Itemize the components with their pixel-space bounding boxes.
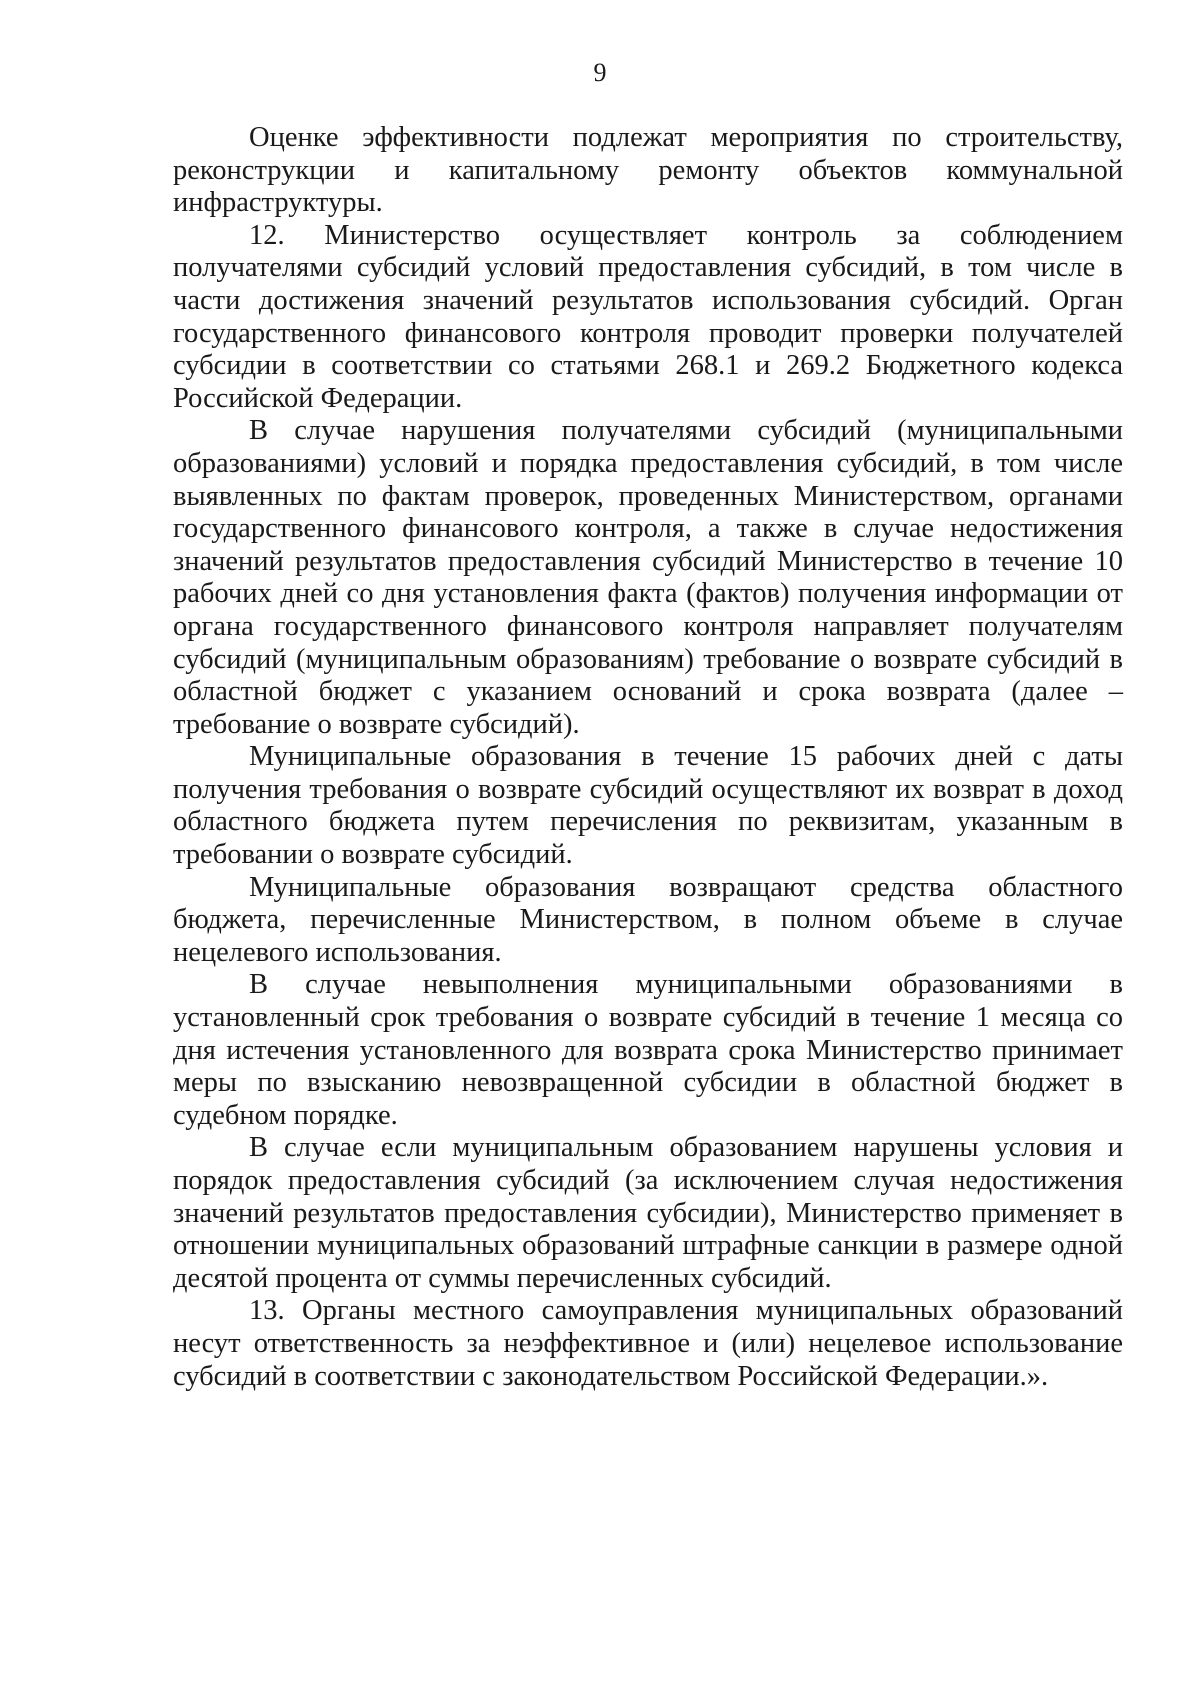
page-number: 9 (593, 58, 607, 87)
document-body (173, 122, 1123, 1393)
paragraph: В случае нарушения получателями субсидий (муниципальными образованиями) условий и порядка предоставления субсидий, в том числе выявленных по фактам проверок, проведенных Министерством, органами государственного финансового контроля, а также в случае недостижения значений результатов предоставления субсидий Министерство в течение 10 рабочих дней со дня установления факта (фактов) получения информации от органа государственного финансового контроля направляет получателям субсидий (муниципальным образованиям) требование о возврате субсидий в областной бюджет с указанием оснований и срока возврата (далее – требование о возврате субсидий). (173, 415, 1123, 740)
paragraph: 12. Министерство осуществляет контроль за соблюдением получателями субсидий условий предоставления субсидий, в том числе в части достижения значений результатов использования субсидий. Орган государственного финансового контроля проводит проверки получателей субсидии в соответствии со статьями 268.1 и 269.2 Бюджетного кодекса Российской Федерации. (173, 219, 1123, 414)
paragraph: В случае невыполнения муниципальными образованиями в установленный срок требования о возврате субсидий в течение 1 месяца со дня истечения установленного для возврата срока Министерство принимает меры по взысканию невозвращенной субсидии в областной бюджет в судебном порядке. (173, 969, 1123, 1131)
paragraph: Оценке эффективности подлежат мероприятия по строительству, реконструкции и капитальному ремонту объектов коммунальной инфраструктуры. (173, 122, 1123, 219)
paragraph: Муниципальные образования возвращают средства областного бюджета, перечисленные Министерством, в полном объеме в случае нецелевого использования. (173, 871, 1123, 968)
paragraph: В случае если муниципальным образованием нарушены условия и порядок предоставления субсидий (за исключением случая недостижения значений результатов предоставления субсидии), Министерство применяет в отношении муниципальных образований штрафные санкции в размере одной десятой процента от суммы перечисленных субсидий. (173, 1132, 1123, 1294)
paragraph: 13. Органы местного самоуправления муниципальных образований несут ответственность за неэффективное и (или) нецелевое использование субсидий в соответствии с законодательством Российской Федерации.». (173, 1295, 1123, 1392)
paragraph: Муниципальные образования в течение 15 рабочих дней с даты получения требования о возврате субсидий осуществляют их возврат в доход областного бюджета путем перечисления по реквизитам, указанным в требовании о возврате субсидий. (173, 741, 1123, 871)
